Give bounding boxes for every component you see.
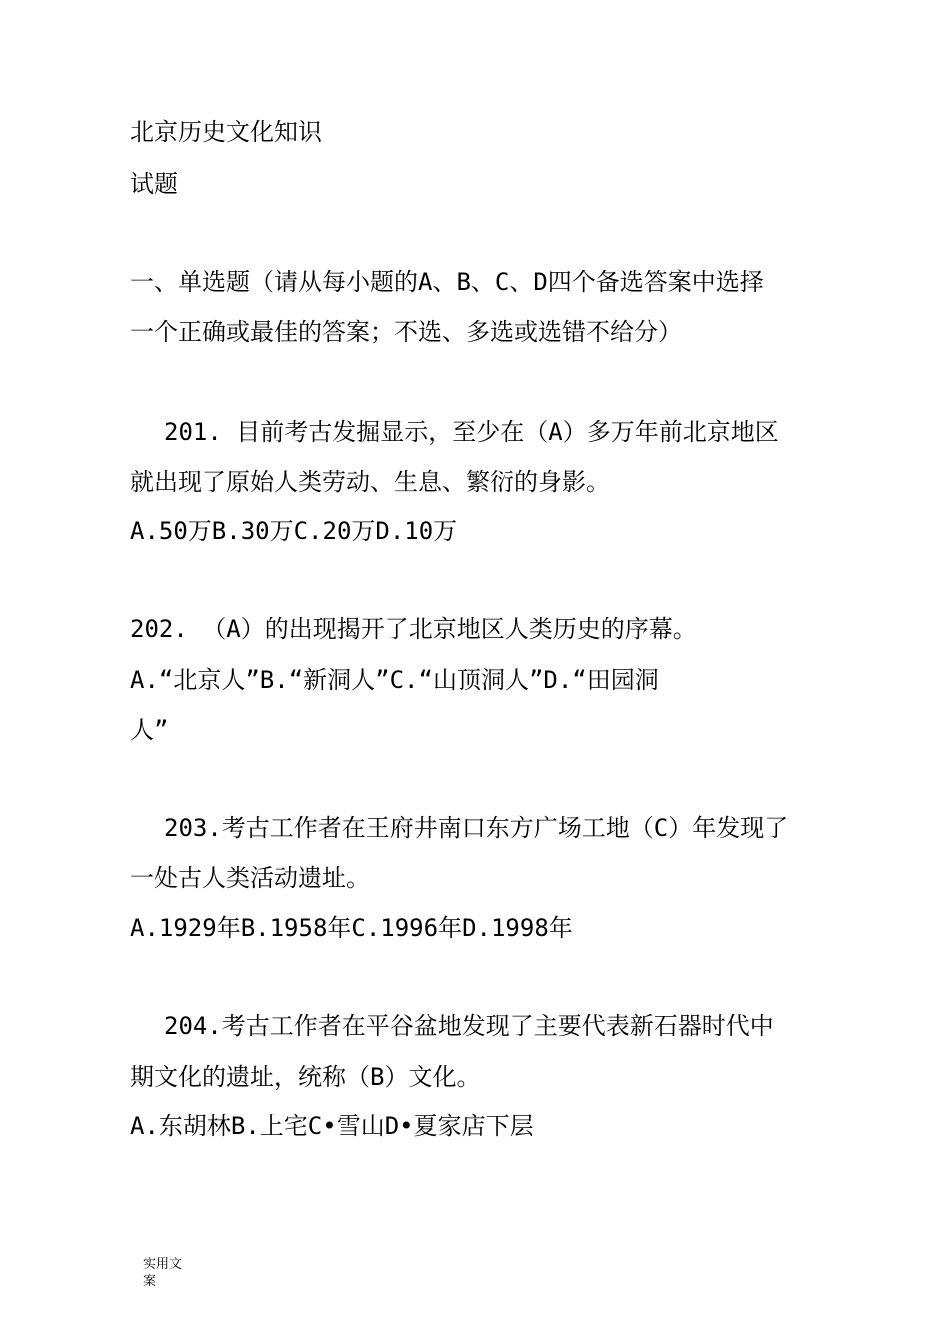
document-title-line-2: 试题 xyxy=(130,170,178,198)
question-202-line-1: 202. （A）的出现揭开了北京地区人类历史的序幕。 xyxy=(130,615,697,643)
question-202-options-line-2: 人” xyxy=(130,716,169,744)
section-heading-line-1: 一、单选题（请从每小题的A、B、C、D四个备选答案中选择 xyxy=(130,268,764,296)
question-201-line-2: 就出现了原始人类劳动、生息、繁衍的身影。 xyxy=(130,468,610,496)
question-203-line-1: 203.考古工作者在王府井南口东方广场工地（C）年发现了 xyxy=(164,814,789,842)
question-204-line-2: 期文化的遗址，统称（B）文化。 xyxy=(130,1063,481,1091)
question-203-options: A.1929年B.1958年C.1996年D.1998年 xyxy=(130,914,573,942)
page-footer: 实用文案 xyxy=(143,1257,183,1289)
question-202-options-line-1: A.“北京人”B.“新洞人”C.“山顶洞人”D.“田园洞 xyxy=(130,666,659,694)
document-title-line-1: 北京历史文化知识 xyxy=(130,118,322,146)
question-204-line-1: 204.考古工作者在平谷盆地发现了主要代表新石器时代中 xyxy=(164,1012,774,1040)
question-204-options: A.东胡林B.上宅C•雪山D•夏家店下层 xyxy=(130,1112,534,1140)
question-201-options: A.50万B.30万C.20万D.10万 xyxy=(130,517,458,545)
section-heading-line-2: 一个正确或最佳的答案；不选、多选或选错不给分） xyxy=(130,318,682,346)
question-201-line-1: 201. 目前考古发掘显示，至少在（A）多万年前北京地区 xyxy=(164,418,779,446)
question-203-line-2: 一处古人类活动遗址。 xyxy=(130,864,370,892)
